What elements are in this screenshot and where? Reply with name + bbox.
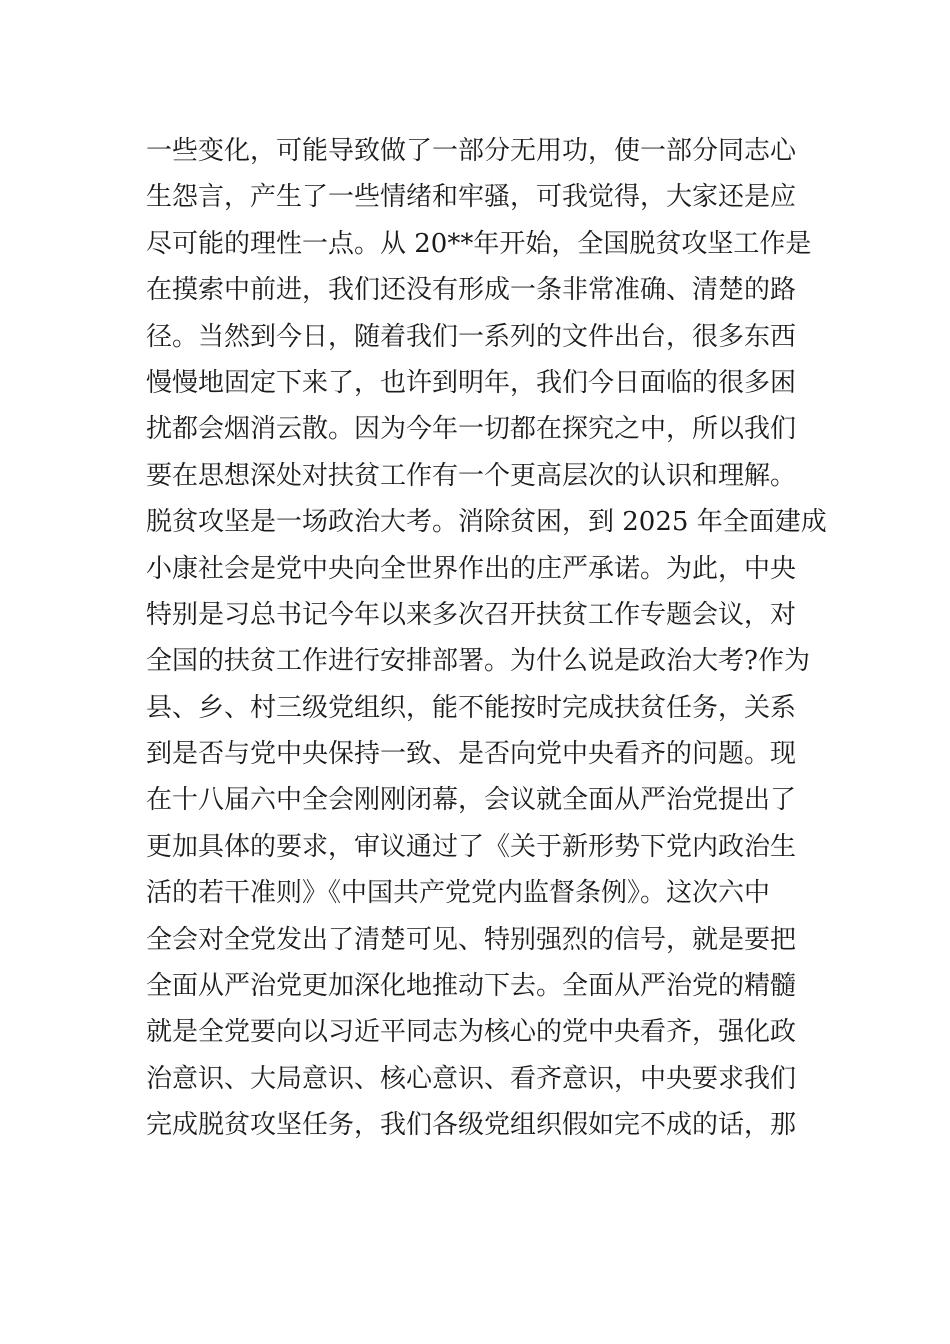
text-line: 治意识、大局意识、核心意识、看齐意识，中央要求我们: [146, 1063, 797, 1094]
body-text: [146, 128, 827, 1149]
text-line: 就是全党要向以习近平同志为核心的党中央看齐，强化政: [146, 1017, 797, 1048]
text-line: 全面从严治党更加深化地推动下去。全面从严治党的精髓: [146, 971, 797, 1002]
text-line: 到是否与党中央保持一致、是否向党中央看齐的问题。现: [146, 739, 797, 770]
text-line: 全会对全党发出了清楚可见、特别强烈的信号，就是要把: [146, 924, 797, 955]
text-line: 在十八届六中全会刚刚闭幕，会议就全面从严治党提出了: [146, 785, 797, 816]
text-line: 更加具体的要求，审议通过了《关于新形势下党内政治生: [146, 831, 797, 862]
text-line: 生怨言，产生了一些情绪和牢骚，可我觉得，大家还是应: [146, 182, 797, 213]
text-line: 径。当然到今日，随着我们一系列的文件出台，很多东西: [146, 321, 797, 352]
text-line: 小康社会是党中央向全世界作出的庄严承诺。为此，中央: [146, 553, 797, 584]
text-line: 尽可能的理性一点。从 20**年开始，全国脱贫攻坚工作是: [146, 228, 812, 259]
text-line: 脱贫攻坚是一场政治大考。消除贫困，到 2025 年全面建成: [146, 507, 827, 538]
text-line: 在摸索中前进，我们还没有形成一条非常准确、清楚的路: [146, 275, 797, 306]
text-line: 要在思想深处对扶贫工作有一个更高层次的认识和理解。: [146, 460, 797, 491]
text-line: 全国的扶贫工作进行安排部署。为什么说是政治大考?作为: [146, 646, 810, 677]
text-line: 一些变化，可能导致做了一部分无用功，使一部分同志心: [146, 136, 797, 166]
text-line: 完成脱贫攻坚任务，我们各级党组织假如完不成的话，那: [146, 1110, 797, 1141]
text-line: 县、乡、村三级党组织，能不能按时完成扶贫任务，关系: [146, 692, 797, 723]
text-line: 活的若干准则》《中国共产党党内监督条例》。这次六中: [146, 878, 771, 909]
text-line: 慢慢地固定下来了，也许到明年，我们今日面临的很多困: [146, 367, 797, 398]
text-line: 特别是习总书记今年以来多次召开扶贫工作专题会议，对: [146, 599, 797, 630]
text-line: 扰都会烟消云散。因为今年一切都在探究之中，所以我们: [146, 414, 797, 445]
